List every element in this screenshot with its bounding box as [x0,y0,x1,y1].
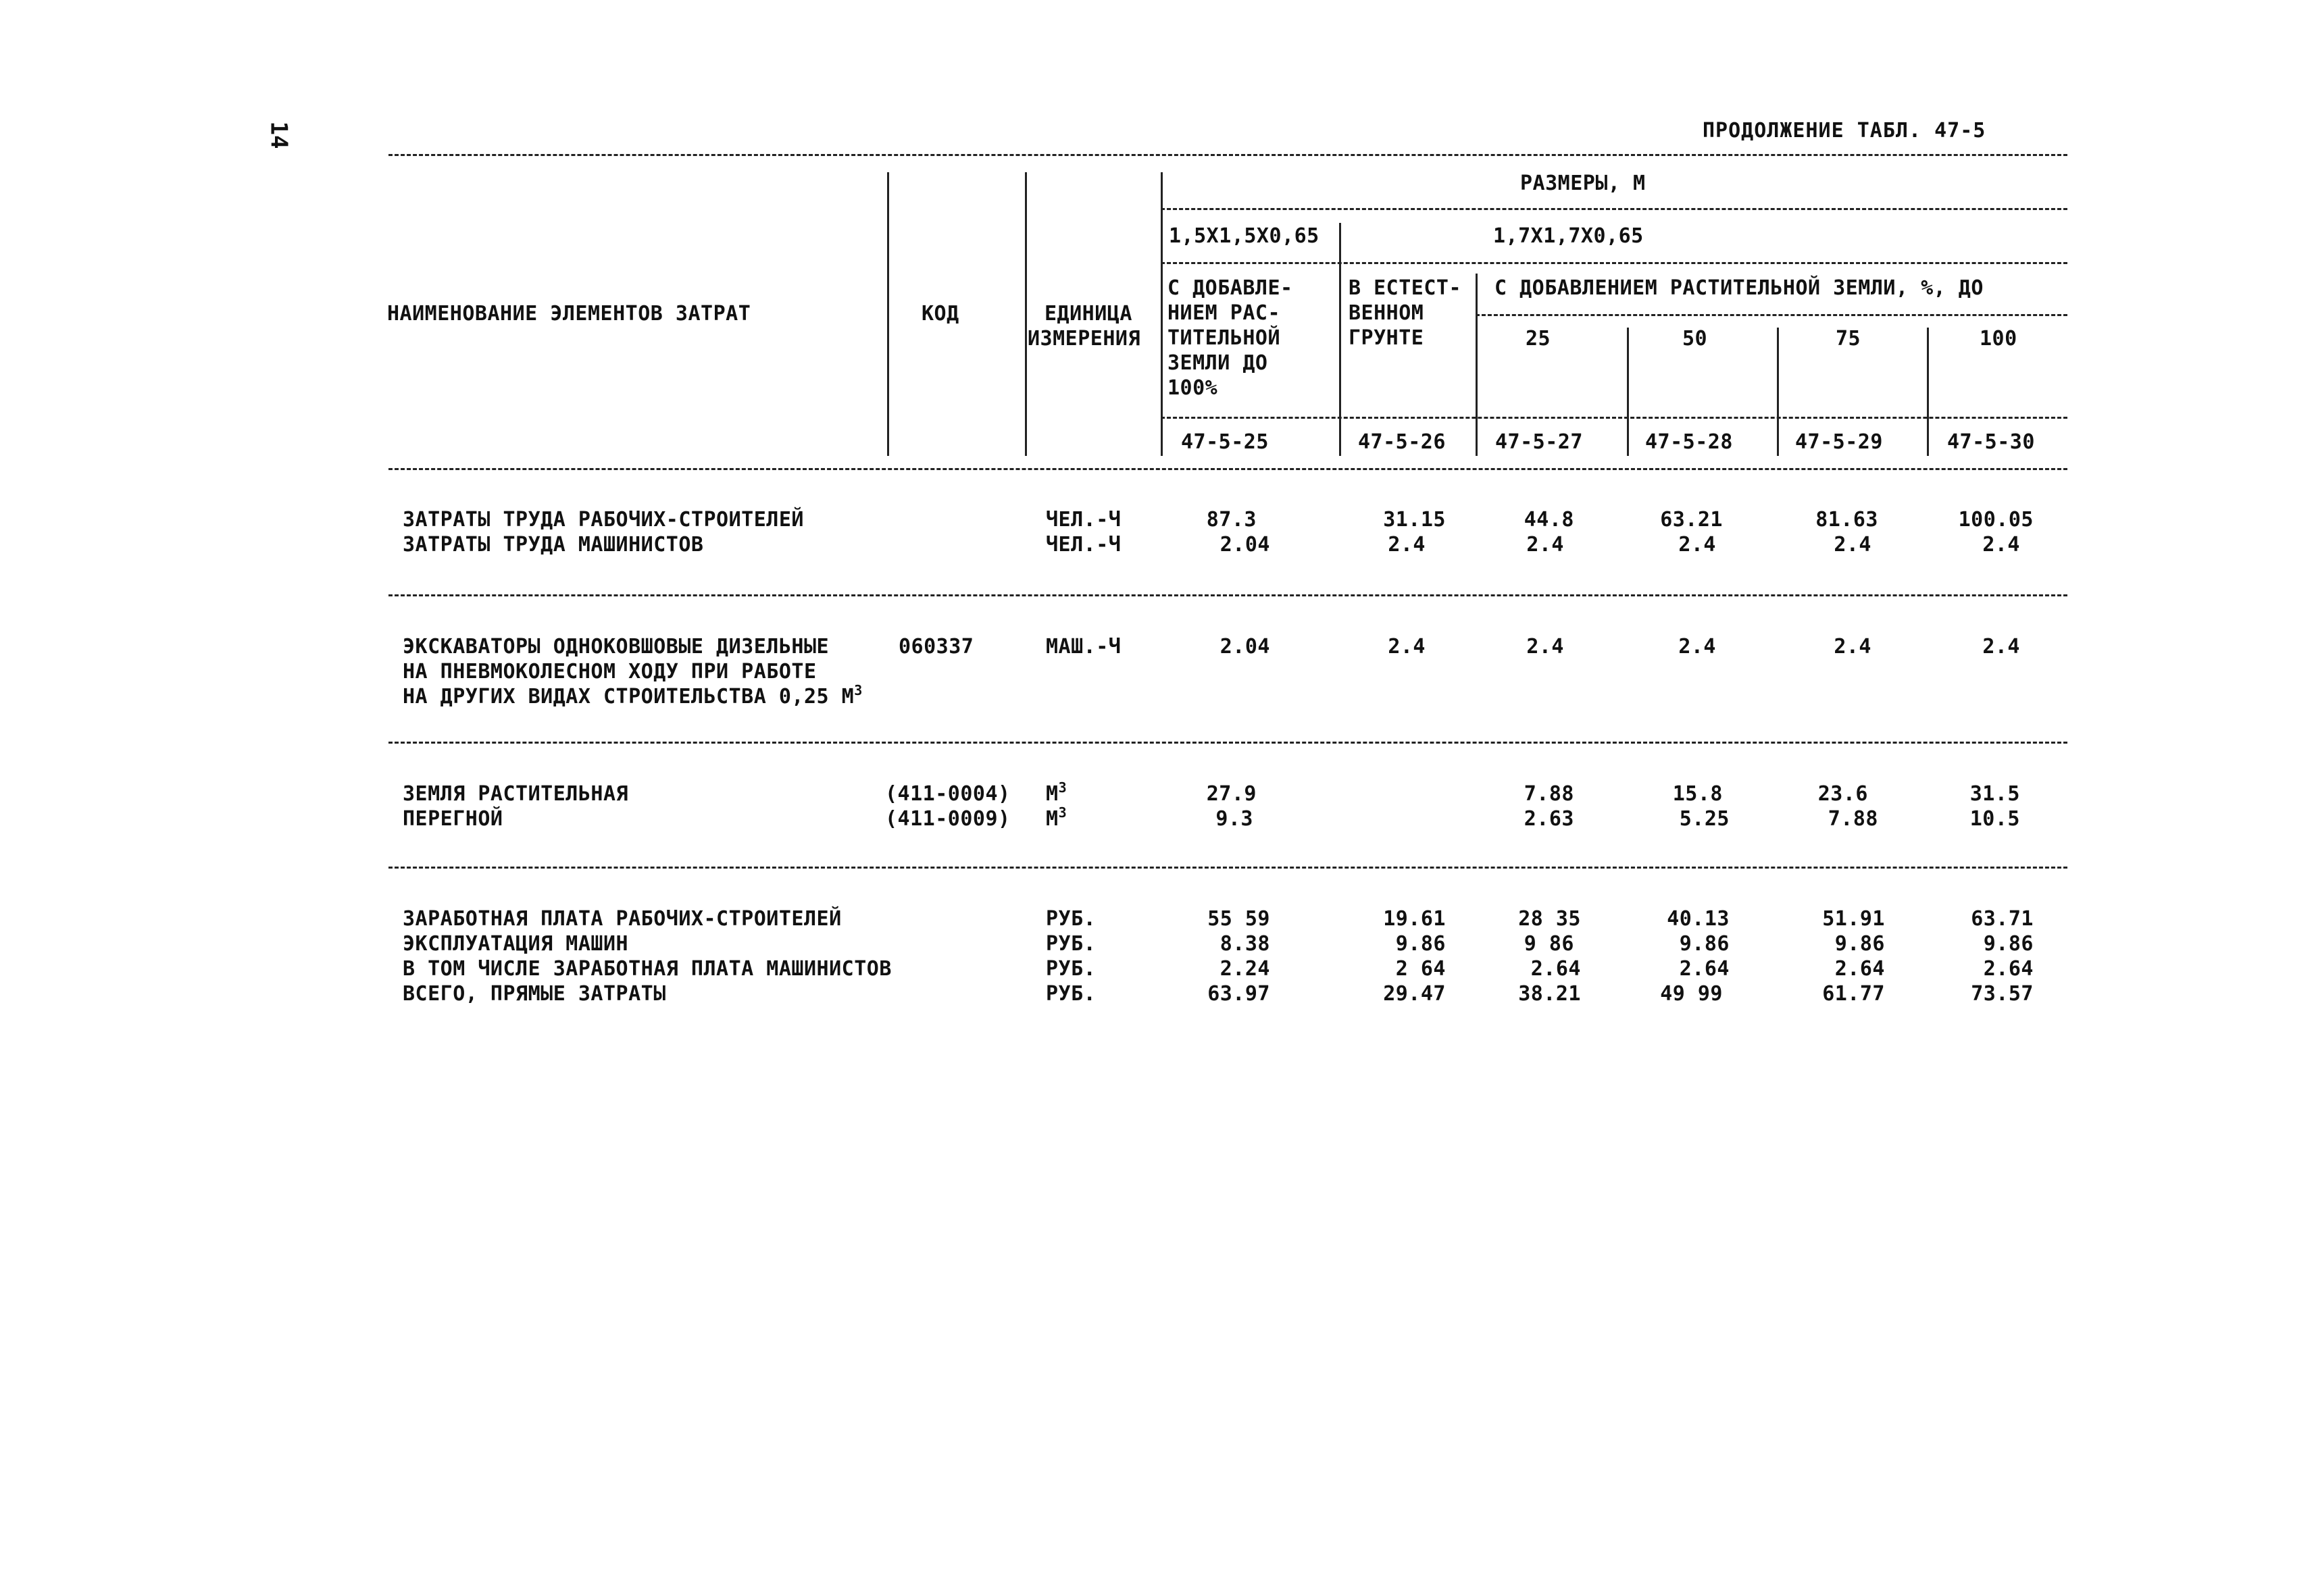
row-machine-operation-unit: РУБ. [1046,932,1097,956]
row-labor-builders-value-2: 31.15 [1383,508,1446,532]
row-labor-builders-value-5: 81.63 [1815,508,1878,532]
row-labor-builders-value-1: 87.3 [1206,508,1257,532]
header-soil-title: С ДОБАВЛЕНИЕМ РАСТИТЕЛЬНОЙ ЗЕМЛИ, %, ДО [1494,276,1984,300]
row-total-direct-costs-value-3: 38.21 [1518,982,1581,1006]
row-labor-operators-value-2: 2.4 [1388,533,1426,557]
header-divider-col2 [1476,274,1478,456]
row-humus-value-4: 5.25 [1679,807,1730,831]
row-excavator-name-line2: НА ПНЕВМОКОЛЕСНОМ ХОДУ ПРИ РАБОТЕ [403,660,817,684]
header-rule-codes [1161,417,2067,419]
header-divider-name [887,172,889,456]
header-rule-groups [1161,262,2067,264]
header-size-group-2: 1,7X1,7X0,65 [1493,224,1644,248]
row-labor-operators-unit: ЧЕЛ.-Ч [1046,533,1122,557]
row-machine-operation-value-6: 9.86 [1983,932,2034,956]
header-col2-line3: ГРУНТЕ [1349,326,1424,350]
row-wages-builders-value-4: 40.13 [1667,907,1730,931]
header-col1-line1: С ДОБАВЛЕ- [1167,276,1293,300]
section-rule-2 [388,742,2067,744]
header-percent-25: 25 [1526,327,1551,351]
row-wages-operators-value-5: 2.64 [1834,957,1885,981]
continuation-title: ПРОДОЛЖЕНИЕ ТАБЛ. 47-5 [1703,119,1986,143]
header-size-group-1: 1,5X1,5X0,65 [1169,224,1319,248]
header-divider-col3 [1627,328,1629,456]
row-excavator-code: 060337 [899,635,974,659]
header-rule-sizes [1161,208,2067,210]
header-col1-line4: ЗЕМЛИ ДО [1167,351,1268,375]
row-labor-operators-name: ЗАТРАТЫ ТРУДА МАШИНИСТОВ [403,533,704,557]
row-total-direct-costs-unit: РУБ. [1046,982,1097,1006]
row-labor-builders-name: ЗАТРАТЫ ТРУДА РАБОЧИХ-СТРОИТЕЛЕЙ [403,508,804,532]
header-percent-50: 50 [1682,327,1708,351]
row-machine-operation-name: ЭКСПЛУАТАЦИЯ МАШИН [403,932,629,956]
row-total-direct-costs-value-6: 73.57 [1971,982,2034,1006]
row-excavator-value-4: 2.4 [1678,635,1716,659]
header-col1-line5: 100% [1167,376,1218,400]
row-labor-builders-value-6: 100.05 [1958,508,2034,532]
header-divider-col1 [1339,223,1341,456]
header-percent-100: 100 [1980,327,2017,351]
row-humus-unit: $М^3$ [1046,804,1067,831]
row-total-direct-costs-value-4: 49 99 [1660,982,1723,1006]
row-wages-operators-value-3: 2.64 [1530,957,1581,981]
header-code-47-5-28: 47-5-28 [1645,430,1733,454]
row-machine-operation-value-4: 9.86 [1679,932,1730,956]
header-code-47-5-27: 47-5-27 [1495,430,1583,454]
row-wages-operators-unit: РУБ. [1046,957,1097,981]
row-total-direct-costs-value-1: 63.97 [1207,982,1270,1006]
row-topsoil-name: ЗЕМЛЯ РАСТИТЕЛЬНАЯ [403,782,629,806]
header-code-47-5-30: 47-5-30 [1947,430,2035,454]
row-wages-builders-name: ЗАРАБОТНАЯ ПЛАТА РАБОЧИХ-СТРОИТЕЛЕЙ [403,907,842,931]
row-total-direct-costs-value-2: 29.47 [1383,982,1446,1006]
header-sizes-title: РАЗМЕРЫ, М [1520,172,1646,195]
row-machine-operation-value-1: 8.38 [1219,932,1270,956]
row-total-direct-costs-value-5: 61.77 [1822,982,1885,1006]
row-humus-value-5: 7.88 [1828,807,1878,831]
header-name-col: НАИМЕНОВАНИЕ ЭЛЕМЕНТОВ ЗАТРАТ [387,302,751,326]
row-labor-operators-value-4: 2.4 [1678,533,1716,557]
row-topsoil-unit: $М^3$ [1046,779,1067,806]
row-humus-value-6: 10.5 [1969,807,2020,831]
header-code-47-5-26: 47-5-26 [1358,430,1446,454]
header-code-47-5-29: 47-5-29 [1795,430,1883,454]
row-total-direct-costs-name: ВСЕГО, ПРЯМЫЕ ЗАТРАТЫ [403,982,666,1006]
row-machine-operation-value-2: 9.86 [1395,932,1446,956]
row-topsoil-value-3: 7.88 [1524,782,1574,806]
row-labor-operators-value-5: 2.4 [1834,533,1871,557]
header-divider-col5 [1927,328,1929,456]
header-col2-line1: В ЕСТЕСТ- [1349,276,1462,300]
header-unit-col-line1: ЕДИНИЦА [1045,302,1132,326]
header-code-47-5-25: 47-5-25 [1181,430,1269,454]
row-wages-operators-value-2: 2 64 [1395,957,1446,981]
row-labor-builders-value-4: 63.21 [1660,508,1723,532]
section-rule-3 [388,867,2067,869]
row-topsoil-value-5: 23.6 [1817,782,1868,806]
row-wages-operators-value-1: 2.24 [1219,957,1270,981]
section-rule-1 [388,594,2067,596]
row-excavator-value-3: 2.4 [1526,635,1564,659]
row-wages-builders-unit: РУБ. [1046,907,1097,931]
row-wages-builders-value-2: 19.61 [1383,907,1446,931]
row-wages-builders-value-6: 63.71 [1971,907,2034,931]
header-code-col: КОД [922,302,959,326]
header-col1-line2: НИЕМ РАС- [1167,301,1281,325]
header-divider-code [1025,172,1027,456]
page-number: 14 [265,121,293,149]
row-topsoil-code: (411-0004) [885,782,1011,806]
row-labor-operators-value-1: 2.04 [1219,533,1270,557]
top-rule [388,154,2067,156]
header-unit-col-line2: ИЗМЕРЕНИЯ [1028,327,1141,351]
header-divider-unit [1161,172,1163,456]
row-excavator-value-1: 2.04 [1219,635,1270,659]
header-divider-col4 [1777,328,1779,456]
header-bottom-rule [388,468,2067,470]
row-wages-builders-value-3: 28 35 [1518,907,1581,931]
row-excavator-name-line3: НА ДРУГИХ ВИДАХ СТРОИТЕЛЬСТВА 0,25 $М^3$ [403,682,863,709]
row-labor-builders-value-3: 44.8 [1524,508,1574,532]
header-col2-line2: ВЕННОМ [1349,301,1424,325]
row-excavator-name-line1: ЭКСКАВАТОРЫ ОДНОКОВШОВЫЕ ДИЗЕЛЬНЫЕ [403,635,830,659]
row-wages-operators-value-4: 2.64 [1679,957,1730,981]
row-topsoil-value-6: 31.5 [1969,782,2020,806]
row-humus-code: (411-0009) [885,807,1011,831]
header-percent-75: 75 [1836,327,1861,351]
header-col1-line3: ТИТЕЛЬНОЙ [1167,326,1281,350]
row-machine-operation-value-3: 9 86 [1524,932,1574,956]
row-humus-name: ПЕРЕГНОЙ [403,807,503,831]
row-labor-operators-value-3: 2.4 [1526,533,1564,557]
header-rule-soil [1476,314,2067,316]
row-wages-builders-value-1: 55 59 [1207,907,1270,931]
row-wages-operators-value-6: 2.64 [1983,957,2034,981]
row-wages-builders-value-5: 51.91 [1822,907,1885,931]
row-humus-value-3: 2.63 [1524,807,1574,831]
row-topsoil-value-1: 27.9 [1206,782,1257,806]
row-humus-value-1: 9.3 [1215,807,1253,831]
row-machine-operation-value-5: 9.86 [1834,932,1885,956]
row-excavator-unit: МАШ.-Ч [1046,635,1122,659]
row-labor-builders-unit: ЧЕЛ.-Ч [1046,508,1122,532]
row-labor-operators-value-6: 2.4 [1982,533,2020,557]
row-topsoil-value-4: 15.8 [1672,782,1723,806]
row-excavator-value-2: 2.4 [1388,635,1426,659]
row-wages-operators-name: В ТОМ ЧИСЛЕ ЗАРАБОТНАЯ ПЛАТА МАШИНИСТОВ [403,957,892,981]
row-excavator-value-6: 2.4 [1982,635,2020,659]
row-excavator-value-5: 2.4 [1834,635,1871,659]
